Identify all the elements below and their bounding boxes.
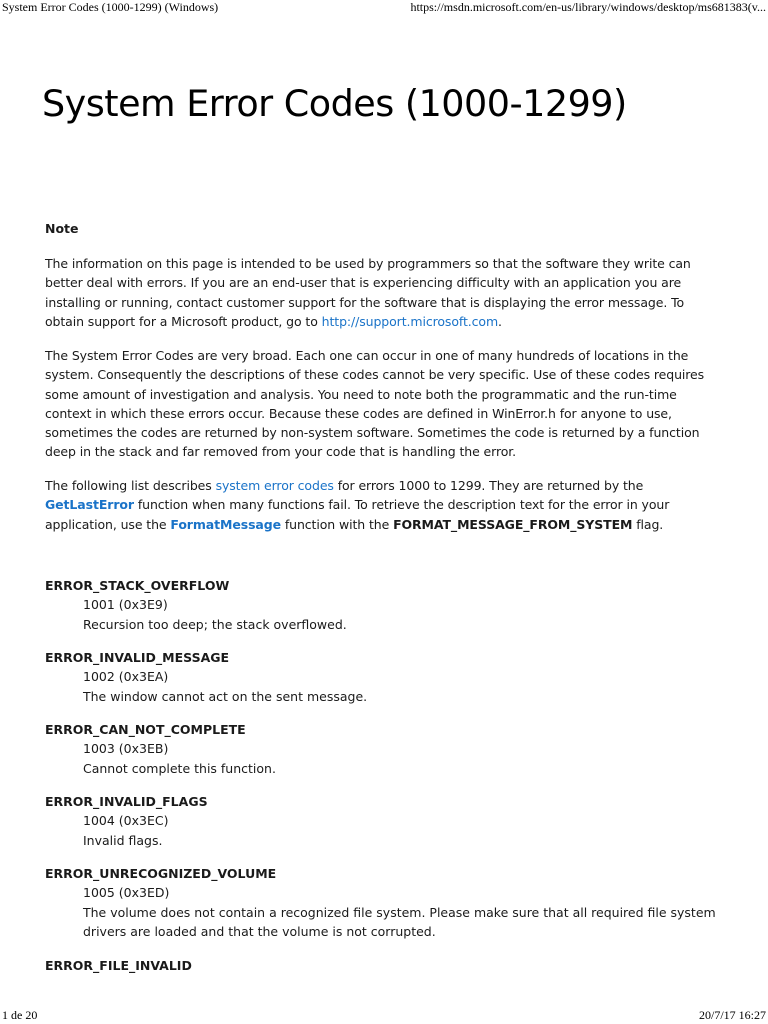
error-name: ERROR_INVALID_MESSAGE: [45, 650, 230, 665]
error-name: ERROR_STACK_OVERFLOW: [45, 578, 230, 593]
error-description: The window cannot act on the sent message.: [83, 688, 368, 704]
note-paragraph-1-end: .: [498, 313, 502, 329]
note-paragraph-3: [45, 476, 721, 534]
format-message-flag: FORMAT_MESSAGE_FROM_SYSTEM: [393, 516, 633, 532]
error-entry: [45, 648, 721, 706]
getlasterror-link[interactable]: GetLastError: [45, 497, 134, 513]
para3-text-a: The following list describes: [45, 478, 216, 493]
main-content: [42, 78, 721, 973]
print-datetime: 20/7/17 16:27: [698, 1008, 766, 1022]
error-description: The volume does not contain a recognized file system. Please make sure that all required file system drivers are loaded and that the volume is not corrupted.: [83, 904, 716, 939]
error-description: Cannot complete this function.: [83, 760, 276, 776]
support-link[interactable]: http://support.microsoft.com: [321, 313, 499, 329]
error-name: ERROR_INVALID_FLAGS: [45, 794, 208, 809]
error-name: ERROR_CAN_NOT_COMPLETE: [45, 722, 246, 737]
print-header-url: https://msdn.microsoft.com/en-us/library/windows/desktop/ms681383(v...: [410, 0, 766, 14]
error-entry: [45, 792, 721, 850]
error-code: 1003 (0x3EB): [83, 741, 169, 756]
error-description: Recursion too deep; the stack overflowed.: [83, 616, 347, 632]
para3-text-b: for errors 1000 to 1299. They are returned by the: [333, 478, 644, 493]
print-header: [0, 0, 768, 16]
error-name: ERROR_UNRECOGNIZED_VOLUME: [45, 866, 277, 881]
error-code: 1002 (0x3EA): [83, 669, 169, 684]
note-paragraph-2: The System Error Codes are very broad. Each one can occur in one of many hundreds of locations in the system. Consequently the descriptions of these codes cannot be very specific. Use of these codes requires some amount of investigation and analysis. You need to note both the programmatic and the run-time context in which these errors occur. Because these codes are defined in WinError.h for anyone to use, sometimes the codes are returned by non-system software. Sometimes the code is returned by a function deep in the stack and far removed from your code that is handling the error.: [45, 348, 705, 460]
print-footer: [0, 1008, 768, 1024]
para3-text-d: function with the: [280, 516, 394, 532]
system-error-codes-link[interactable]: system error codes: [215, 478, 334, 493]
page-title: System Error Codes (1000-1299): [42, 82, 627, 125]
para3-text-e: flag.: [632, 516, 664, 532]
formatmessage-link[interactable]: FormatMessage: [170, 516, 281, 532]
error-code: 1005 (0x3ED): [83, 885, 170, 900]
note-heading: Note: [45, 221, 79, 236]
para3-text-c: function when many functions fail. To retrieve the description text for the error in your application, use the: [45, 497, 670, 532]
error-entry: [45, 720, 721, 778]
error-entry: [45, 864, 721, 942]
page-number: 1 de 20: [2, 1008, 38, 1022]
note-paragraph-1: [45, 254, 721, 331]
error-description: Invalid flags.: [83, 832, 163, 848]
error-entry: [45, 956, 721, 975]
print-header-title: System Error Codes (1000-1299) (Windows): [2, 0, 219, 14]
error-name: ERROR_FILE_INVALID: [45, 958, 192, 973]
error-code: 1004 (0x3EC): [83, 813, 169, 828]
note-paragraph-1-text: The information on this page is intended to be used by programmers so that the software they write can better deal with errors. If you are an end-user that is experiencing difficulty with an application you are installing or running, contact customer support for the software that is displaying the error message. To obtain support for a Microsoft product, go to: [45, 256, 691, 329]
error-entry: [45, 576, 721, 634]
error-code: 1001 (0x3E9): [83, 597, 168, 612]
